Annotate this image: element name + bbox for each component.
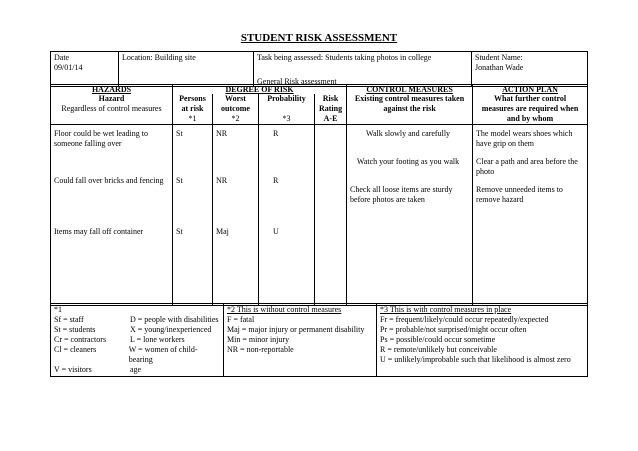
col-worst xyxy=(213,94,259,125)
col-persons-note: *1 xyxy=(188,114,197,123)
key2-line-1: Maj = major injury or permanent disability xyxy=(227,325,365,334)
col-control-title: Existing control measures taken xyxy=(354,94,465,103)
key-worst-outcome xyxy=(224,304,377,377)
col-persons-sub: at risk xyxy=(181,104,204,113)
col-hazard xyxy=(51,94,173,125)
list-item: Watch your footing as you walk xyxy=(356,157,460,166)
col-action-sub2: and by whom xyxy=(506,114,554,123)
student-name-value: Jonathan Wade xyxy=(475,63,524,72)
key3-line-3: R = remote/unlikely but conceivable xyxy=(380,345,497,354)
key1-right-3: W = women of child-bearing xyxy=(128,345,198,364)
list-item: Clear a path and area before the photo xyxy=(476,157,578,176)
group-action-plan: ACTION PLAN xyxy=(473,85,588,95)
hazard-cell xyxy=(51,125,173,306)
key3-line-4: U = unlikely/improbable such that likelihood is almost zero xyxy=(380,355,571,364)
key2-line-3: NR = non-reportable xyxy=(227,345,294,354)
list-item: St xyxy=(176,176,183,185)
key2-line-2: Min = minor injury xyxy=(227,335,290,344)
col-risk-title: Risk xyxy=(322,94,339,103)
risk-rating-cell xyxy=(315,125,347,306)
key1-right-0: D = people with disabilities xyxy=(130,315,219,324)
key3-line-2: Ps = possible/could occur sometime xyxy=(380,335,496,344)
list-item: Items may fall off container xyxy=(54,227,144,236)
col-persons xyxy=(173,94,213,125)
list-item: Check all loose items are sturdy before photos are taken xyxy=(350,185,453,204)
col-action-sub: measures are required when xyxy=(481,104,579,113)
key3-line-0: Fr = frequent/likely/could occur repeatedly/expected xyxy=(380,315,549,324)
list-item: NR xyxy=(216,176,228,185)
task-text: Task being assessed: Students taking photos in college xyxy=(257,53,432,62)
key3-heading xyxy=(380,305,584,315)
page-title: STUDENT RISK ASSESSMENT xyxy=(240,32,398,44)
col-risk-note: A-E xyxy=(323,114,338,123)
action-cell xyxy=(473,125,588,306)
probability-cell xyxy=(259,125,315,306)
col-risk-sub: Rating xyxy=(318,104,343,113)
list-item: Walk slowly and carefully xyxy=(366,129,451,138)
col-action-title: What further control xyxy=(493,94,567,103)
key1-left-4: V = visitors xyxy=(54,365,92,374)
list-item: Floor could be wet leading to someone falling over xyxy=(54,129,148,148)
key-persons-at-risk xyxy=(51,304,224,377)
col-worst-title: Worst xyxy=(225,94,246,103)
student-name-label: Student Name: xyxy=(475,53,523,62)
list-item: St xyxy=(176,129,183,138)
key-table xyxy=(50,303,588,377)
list-item: U xyxy=(273,227,279,236)
col-persons-title: Persons xyxy=(179,94,206,103)
location-text: Location: Building site xyxy=(122,53,196,62)
location-cell xyxy=(119,52,254,87)
key3-heading-text: *3 This is with control measures in place xyxy=(380,305,512,314)
list-item: Remove unneeded items to remove hazard xyxy=(476,185,563,204)
assessment-header-table xyxy=(50,51,588,87)
key2-heading xyxy=(227,305,373,315)
list-item: R xyxy=(273,129,279,138)
col-hazard-title: Hazard xyxy=(98,94,125,103)
key2-line-0: F = fatal xyxy=(227,315,255,324)
list-item: R xyxy=(273,176,279,185)
key-probability xyxy=(377,304,588,377)
col-hazard-sub: Regardless of control measures xyxy=(61,104,162,113)
col-risk xyxy=(315,94,347,125)
list-item: The model wears shoes which have grip on them xyxy=(476,129,573,148)
col-control-sub: against the risk xyxy=(383,104,436,113)
task-subtext: General Risk assessment xyxy=(257,77,337,86)
col-worst-sub: outcome xyxy=(221,104,250,113)
list-item: Maj xyxy=(216,227,229,236)
col-probability xyxy=(259,94,315,125)
key1-left-1: St = students xyxy=(54,325,96,334)
group-control-measures: CONTROL MEASURES xyxy=(347,85,473,95)
control-cell xyxy=(347,125,473,306)
key1-right-4: age xyxy=(130,365,142,374)
key1-left-0: Sf = staff xyxy=(54,315,84,324)
persons-cell xyxy=(173,125,213,306)
key1-right-2: L = lone workers xyxy=(130,335,185,344)
col-prob-title: Probability xyxy=(267,94,306,103)
date-label: Date xyxy=(54,53,70,62)
key1-heading: *1 xyxy=(54,305,62,314)
key1-left-3: Cl = cleaners xyxy=(54,345,97,354)
col-control xyxy=(347,94,473,125)
key1-left-2: Cr = contractors xyxy=(54,335,107,344)
col-worst-note: *2 xyxy=(231,114,240,123)
list-item: NR xyxy=(216,129,228,138)
col-action xyxy=(473,94,588,125)
date-value: 09/01/14 xyxy=(54,63,83,72)
key1-right-1: X = young/inexperienced xyxy=(130,325,212,334)
group-degree-of-risk: DEGREE OF RISK xyxy=(173,85,347,95)
key2-heading-text: *2 This is without control measures xyxy=(227,305,342,314)
student-name-cell xyxy=(472,52,588,87)
key3-line-1: Pr = probable/not surprised/might occur often xyxy=(380,325,527,334)
worst-cell xyxy=(213,125,259,306)
group-hazards: HAZARDS xyxy=(51,85,173,95)
risk-table xyxy=(50,84,588,306)
list-item: St xyxy=(176,227,183,236)
task-cell xyxy=(254,52,472,87)
col-prob-note: *3 xyxy=(282,114,291,123)
list-item: Could fall over bricks and fencing xyxy=(54,176,164,185)
date-cell xyxy=(51,52,119,87)
